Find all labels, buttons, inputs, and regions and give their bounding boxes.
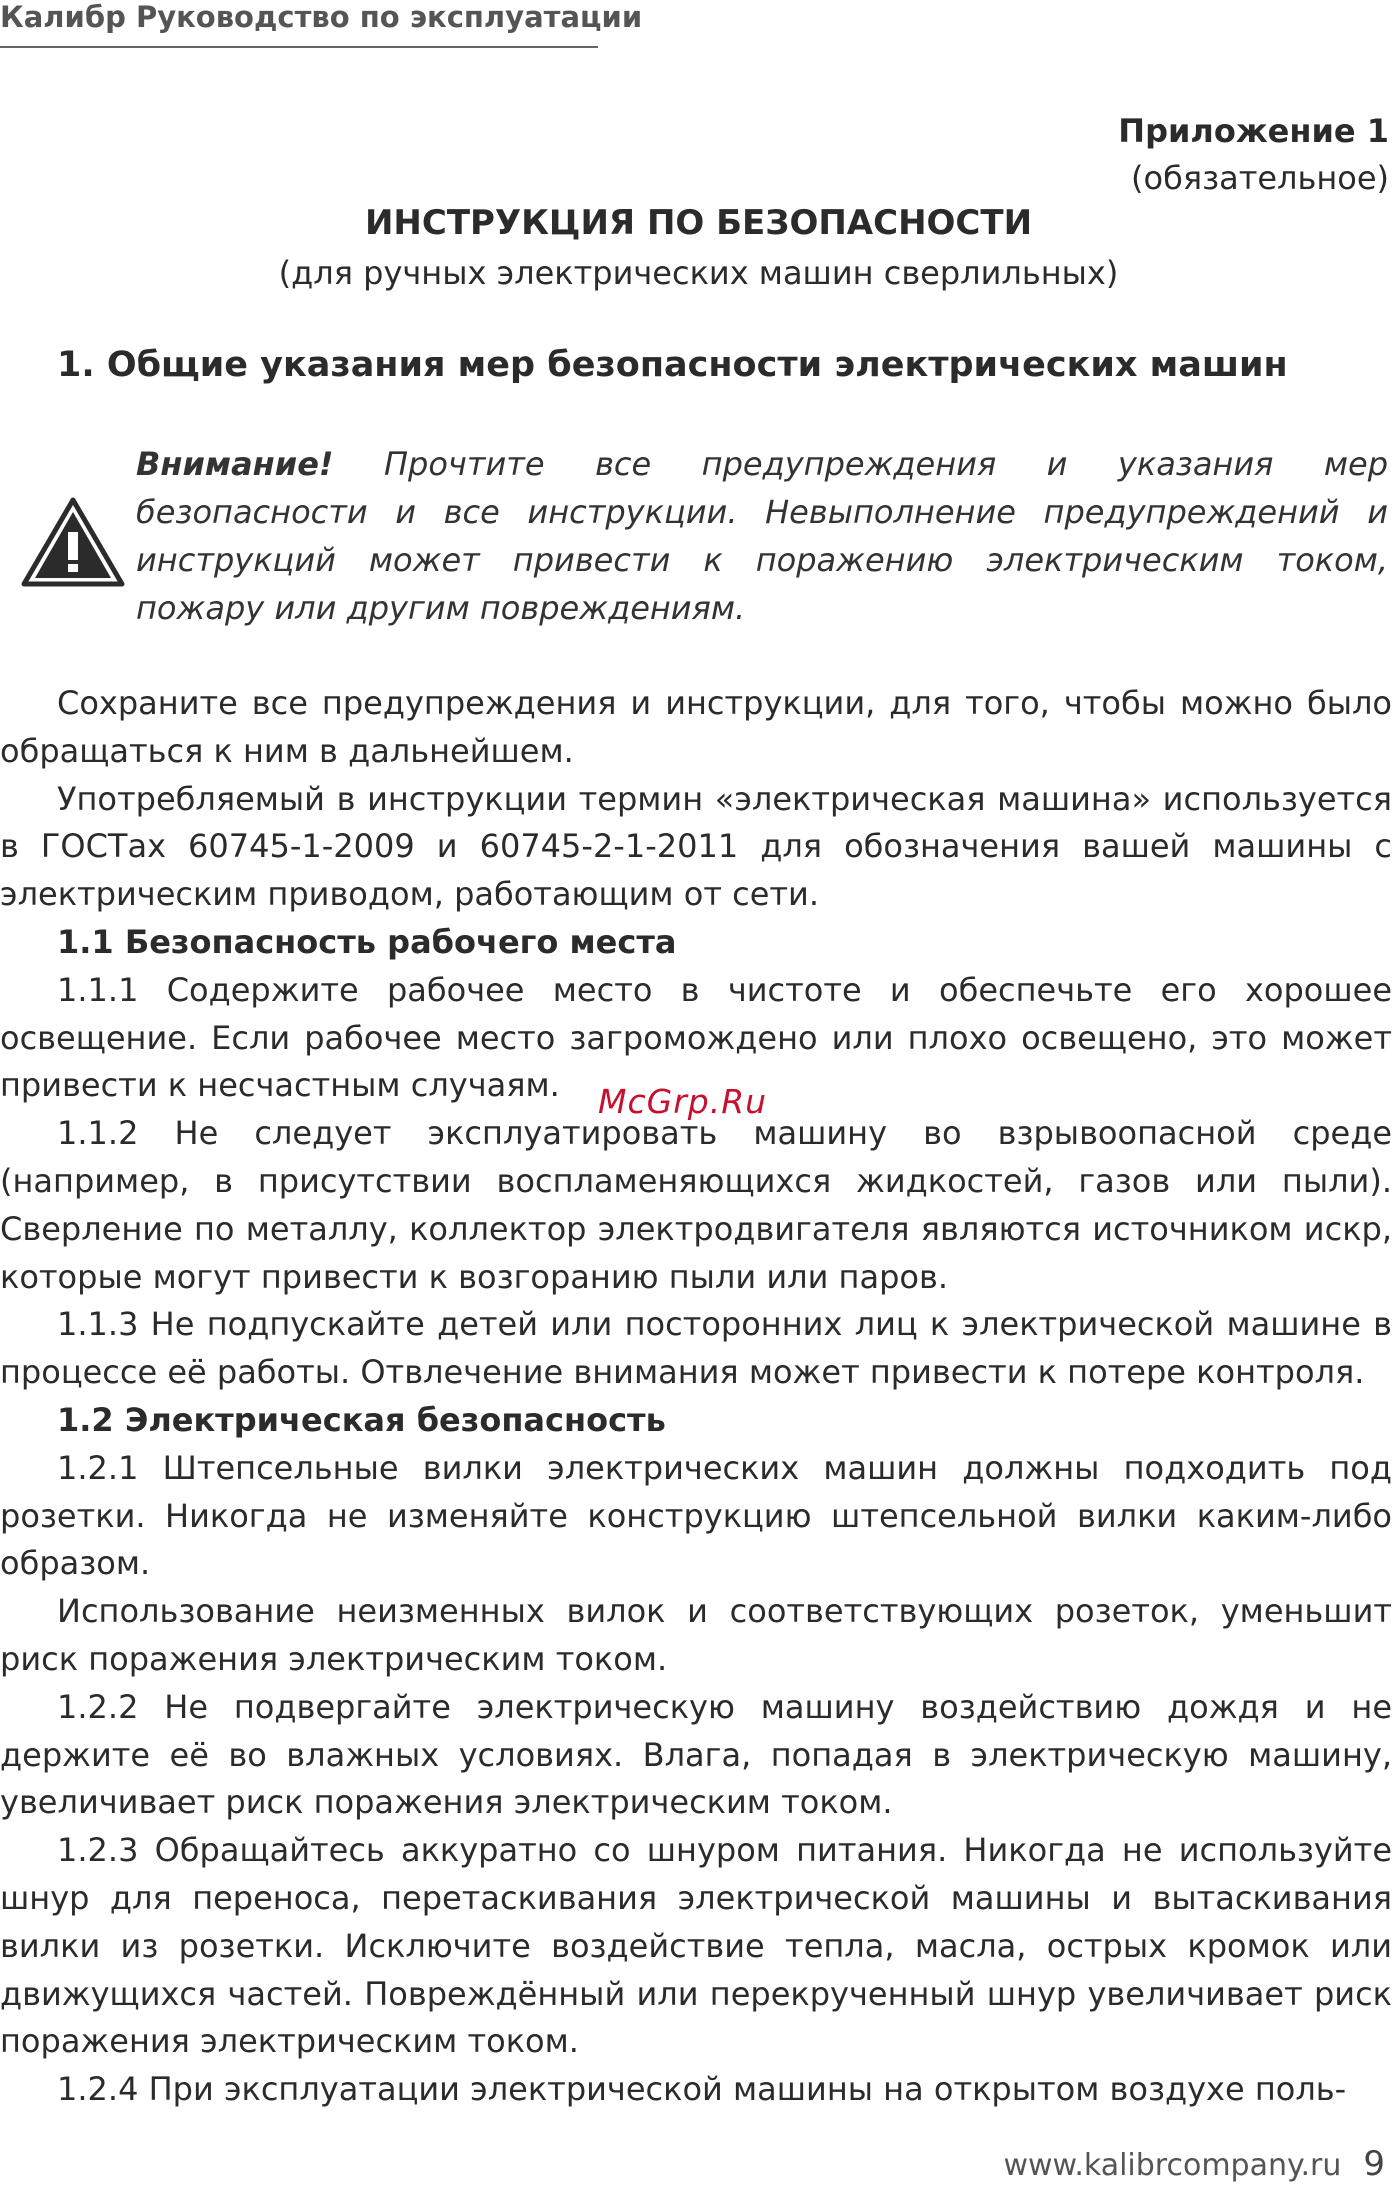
paragraph: 1.1.1 Содержите рабочее место в чистоте и обеспечьте его хорошее освещение. Если рабочее место загромождено или плохо освещено, это может привести к несчастным случаям. [0, 970, 1392, 1105]
doc-title: ИНСТРУКЦИЯ ПО БЕЗОПАСНОСТИ [364, 203, 1033, 243]
paragraph: 1.2.2 Не подвергайте электрическую машину воздействию дождя и не держите её во влажных условиях. Влага, попадая в электрическую машину, увеличивает риск поражения электрическим током. [0, 1687, 1392, 1822]
paragraph: 1.2.1 Штепсельные вилки электрических машин должны подходить под розетки. Никогда не изменяйте конструкцию штепсельной вилки каким-либо образом. [0, 1448, 1392, 1583]
paragraph: 1.2.4 При эксплуатации электрической машины на открытом воздухе поль- [57, 2070, 1347, 2109]
watermark: McGrp.Ru [598, 1082, 768, 1121]
paragraph: Употребляемый в инструкции термин «электрическая машина» используется в ГОСТах 60745-1-2009 и 60745-2-1-2011 для обозначения вашей машины с электрическим приводом, работающим от сети. [0, 779, 1392, 914]
warning-label: Внимание! [136, 445, 334, 483]
appendix-label [1118, 108, 1389, 202]
subsection-heading: 1.1 Безопасность рабочего места [57, 922, 677, 961]
paragraph: 1.1.2 Не следует эксплуатировать машину во взрывоопасной среде (например, в присутствии воспламеняющихся жидкостей, газов или пыли). Сверление по металлу, коллектор электродвигателя являются источником искр, которые могут привести к возгоранию пыли или паров. [0, 1114, 1392, 1296]
running-header: Калибр Руководство по эксплуатации [0, 0, 643, 34]
page-number: 9 [1363, 2144, 1385, 2184]
doc-subtitle: (для ручных электрических машин сверлильных) [278, 254, 1119, 292]
header-rule [0, 46, 598, 48]
subsection-heading: 1.2 Электрическая безопасность [57, 1400, 666, 1439]
footer-url[interactable]: www.kalibrcompany.ru [1003, 2148, 1342, 2183]
warning-text [136, 440, 1388, 632]
paragraph: 1.2.3 Обращайтесь аккуратно со шнуром питания. Никогда не используйте шнур для переноса, перетаскивания электрической машины и вытаскивания вилки из розетки. Исключите воздействие тепла, масла, острых кромок или движущихся частей. Повреждённый или перекрученный шнур увеличивает риск поражения электрическим током. [0, 1831, 1392, 2061]
paragraph: Сохраните все предупреждения и инструкции, для того, чтобы можно было обращаться к ним в дальнейшем. [0, 684, 1392, 770]
page-footer [1003, 2144, 1385, 2184]
appendix-note: (обязательное) [1131, 159, 1389, 197]
paragraph: 1.1.3 Не подпускайте детей или посторонних лиц к электрической машине в процессе её работы. Отвлечение внимания может привести к потере контроля. [0, 1305, 1392, 1392]
paragraph: Использование неизменных вилок и соответствующих розеток, уменьшит риск поражения электрическим током. [0, 1592, 1392, 1678]
appendix-title: Приложение 1 [1118, 112, 1389, 150]
warning-triangle-icon [20, 496, 126, 588]
warning-body: Прочтите все предупреждения и указания мер безопасности и все инструкции. Невыполнение предупреждений и инструкций может привести к поражению электрическим током, пожару или другим повреждениям. [136, 445, 1388, 627]
section-heading: 1. Общие указания мер безопасности электрических машин [57, 345, 1288, 385]
body-text [0, 680, 1392, 2114]
